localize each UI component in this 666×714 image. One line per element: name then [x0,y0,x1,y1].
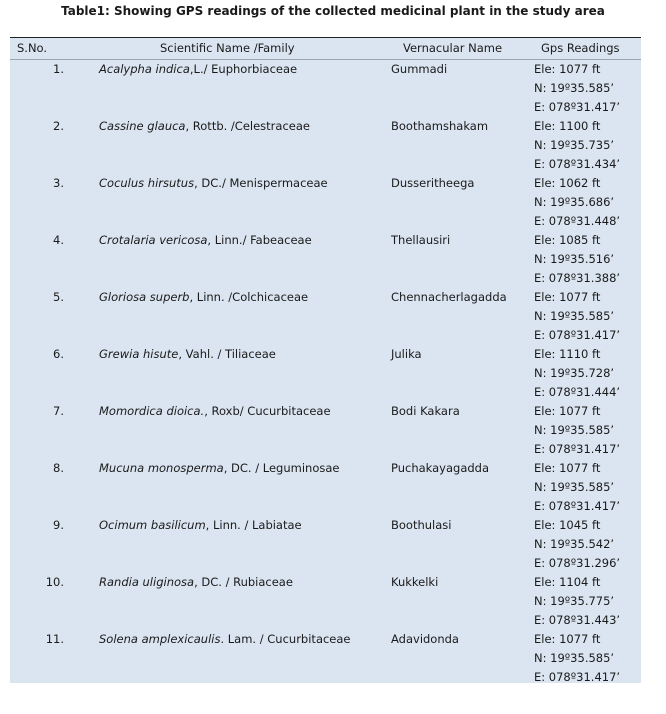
table-row [10,515,641,572]
row-scientific-name [99,518,302,532]
authority-family: , Roxb/ Cucurbitaceae [204,404,331,418]
row-sno: 4. [53,233,64,247]
row-latitude: N: 19º35.585’ [534,423,615,437]
row-scientific-name [99,176,328,190]
row-longitude: E: 078º31.388’ [534,271,621,285]
table-header-row [10,37,641,60]
row-vernacular-name: Boothamshakam [391,119,489,133]
row-scientific-name [99,632,351,646]
authority-family: , Linn. / Labiatae [205,518,302,532]
table-row [10,230,641,287]
row-vernacular-name: Adavidonda [391,632,459,646]
authority-family: , Linn. /Colchicaceae [189,290,309,304]
species-name: Momordica dioica. [99,404,205,418]
authority-family: , DC. / Leguminosae [223,461,340,475]
gps-readings-table [10,37,641,683]
row-latitude: N: 19º35.728’ [534,366,615,380]
row-vernacular-name: Boothulasi [391,518,452,532]
species-name: Acalypha indica [99,62,190,76]
row-vernacular-name: Thellausiri [391,233,451,247]
row-latitude: N: 19º35.686’ [534,195,615,209]
row-elevation: Ele: 1077 ft [534,632,601,646]
species-name: Gloriosa superb [99,290,190,304]
row-latitude: N: 19º35.585’ [534,480,615,494]
row-scientific-name [99,461,339,475]
row-vernacular-name: Bodi Kakara [391,404,460,418]
row-scientific-name [99,575,293,589]
row-elevation: Ele: 1100 ft [534,119,601,133]
row-sno: 2. [53,119,64,133]
species-name: Solena amplexicaulis [99,632,221,646]
row-vernacular-name: Chennacherlagadda [391,290,507,304]
authority-family: , Vahl. / Tiliaceae [178,347,276,361]
row-elevation: Ele: 1045 ft [534,518,601,532]
row-vernacular-name: Gummadi [391,62,448,76]
row-elevation: Ele: 1104 ft [534,575,601,589]
row-longitude: E: 078º31.444’ [534,385,621,399]
table-row [10,401,641,458]
species-name: Grewia hisute [99,347,179,361]
authority-family: , Linn./ Fabeaceae [207,233,312,247]
row-latitude: N: 19º35.775’ [534,594,615,608]
header-vernacular-name: Vernacular Name [403,41,503,55]
row-sno: 7. [53,404,64,418]
row-vernacular-name: Kukkelki [391,575,439,589]
row-longitude: E: 078º31.417’ [534,442,621,456]
row-elevation: Ele: 1085 ft [534,233,601,247]
row-latitude: N: 19º35.585’ [534,651,615,665]
row-scientific-name [99,233,312,247]
row-longitude: E: 078º31.443’ [534,613,621,627]
table-row [10,173,641,230]
species-name: Ocimum basilicum [99,518,206,532]
row-latitude: N: 19º35.585’ [534,81,615,95]
authority-family: , DC./ Menispermaceae [194,176,328,190]
header-gps-readings: Gps Readings [541,41,620,55]
table-row [10,572,641,629]
row-longitude: E: 078º31.417’ [534,670,621,684]
row-scientific-name [99,62,297,76]
table-row [10,629,641,686]
table-row [10,287,641,344]
row-sno: 3. [53,176,64,190]
authority-family: ,L./ Euphorbiaceae [189,62,298,76]
row-vernacular-name: Dusseritheega [391,176,475,190]
table-row [10,458,641,515]
row-sno: 1. [53,62,64,76]
row-scientific-name [99,404,331,418]
row-sno: 8. [53,461,64,475]
table-row [10,344,641,401]
table-caption: Table1: Showing GPS readings of the collected medicinal plant in the study area [61,4,605,18]
row-elevation: Ele: 1077 ft [534,290,601,304]
row-sno: 11. [45,632,64,646]
row-longitude: E: 078º31.417’ [534,499,621,513]
species-name: Crotalaria vericosa [99,233,208,247]
header-scientific-name: Scientific Name /Family [160,41,295,55]
row-longitude: E: 078º31.417’ [534,328,621,342]
row-elevation: Ele: 1110 ft [534,347,601,361]
row-latitude: N: 19º35.735’ [534,138,615,152]
row-vernacular-name: Julika [391,347,422,361]
species-name: Mucuna monosperma [99,461,224,475]
row-latitude: N: 19º35.516’ [534,252,615,266]
row-elevation: Ele: 1077 ft [534,62,601,76]
row-longitude: E: 078º31.434’ [534,157,621,171]
table-row [10,116,641,173]
row-sno: 10. [45,575,64,589]
authority-family: . Lam. / Cucurbitaceae [220,632,351,646]
row-longitude: E: 078º31.448’ [534,214,621,228]
row-sno: 6. [53,347,64,361]
row-longitude: E: 078º31.296’ [534,556,621,570]
species-name: Cassine glauca [99,119,186,133]
row-latitude: N: 19º35.585’ [534,309,615,323]
header-sno: S.No. [17,41,48,55]
row-longitude: E: 078º31.417’ [534,100,621,114]
row-sno: 9. [53,518,64,532]
species-name: Coculus hirsutus [99,176,195,190]
row-vernacular-name: Puchakayagadda [391,461,490,475]
row-elevation: Ele: 1062 ft [534,176,601,190]
row-scientific-name [99,119,310,133]
row-sno: 5. [53,290,64,304]
row-elevation: Ele: 1077 ft [534,461,601,475]
authority-family: , DC. / Rubiaceae [194,575,293,589]
row-latitude: N: 19º35.542’ [534,537,615,551]
authority-family: , Rottb. /Celestraceae [185,119,310,133]
species-name: Randia uliginosa [99,575,195,589]
row-elevation: Ele: 1077 ft [534,404,601,418]
table-row [10,59,641,116]
row-scientific-name [99,290,308,304]
row-scientific-name [99,347,276,361]
